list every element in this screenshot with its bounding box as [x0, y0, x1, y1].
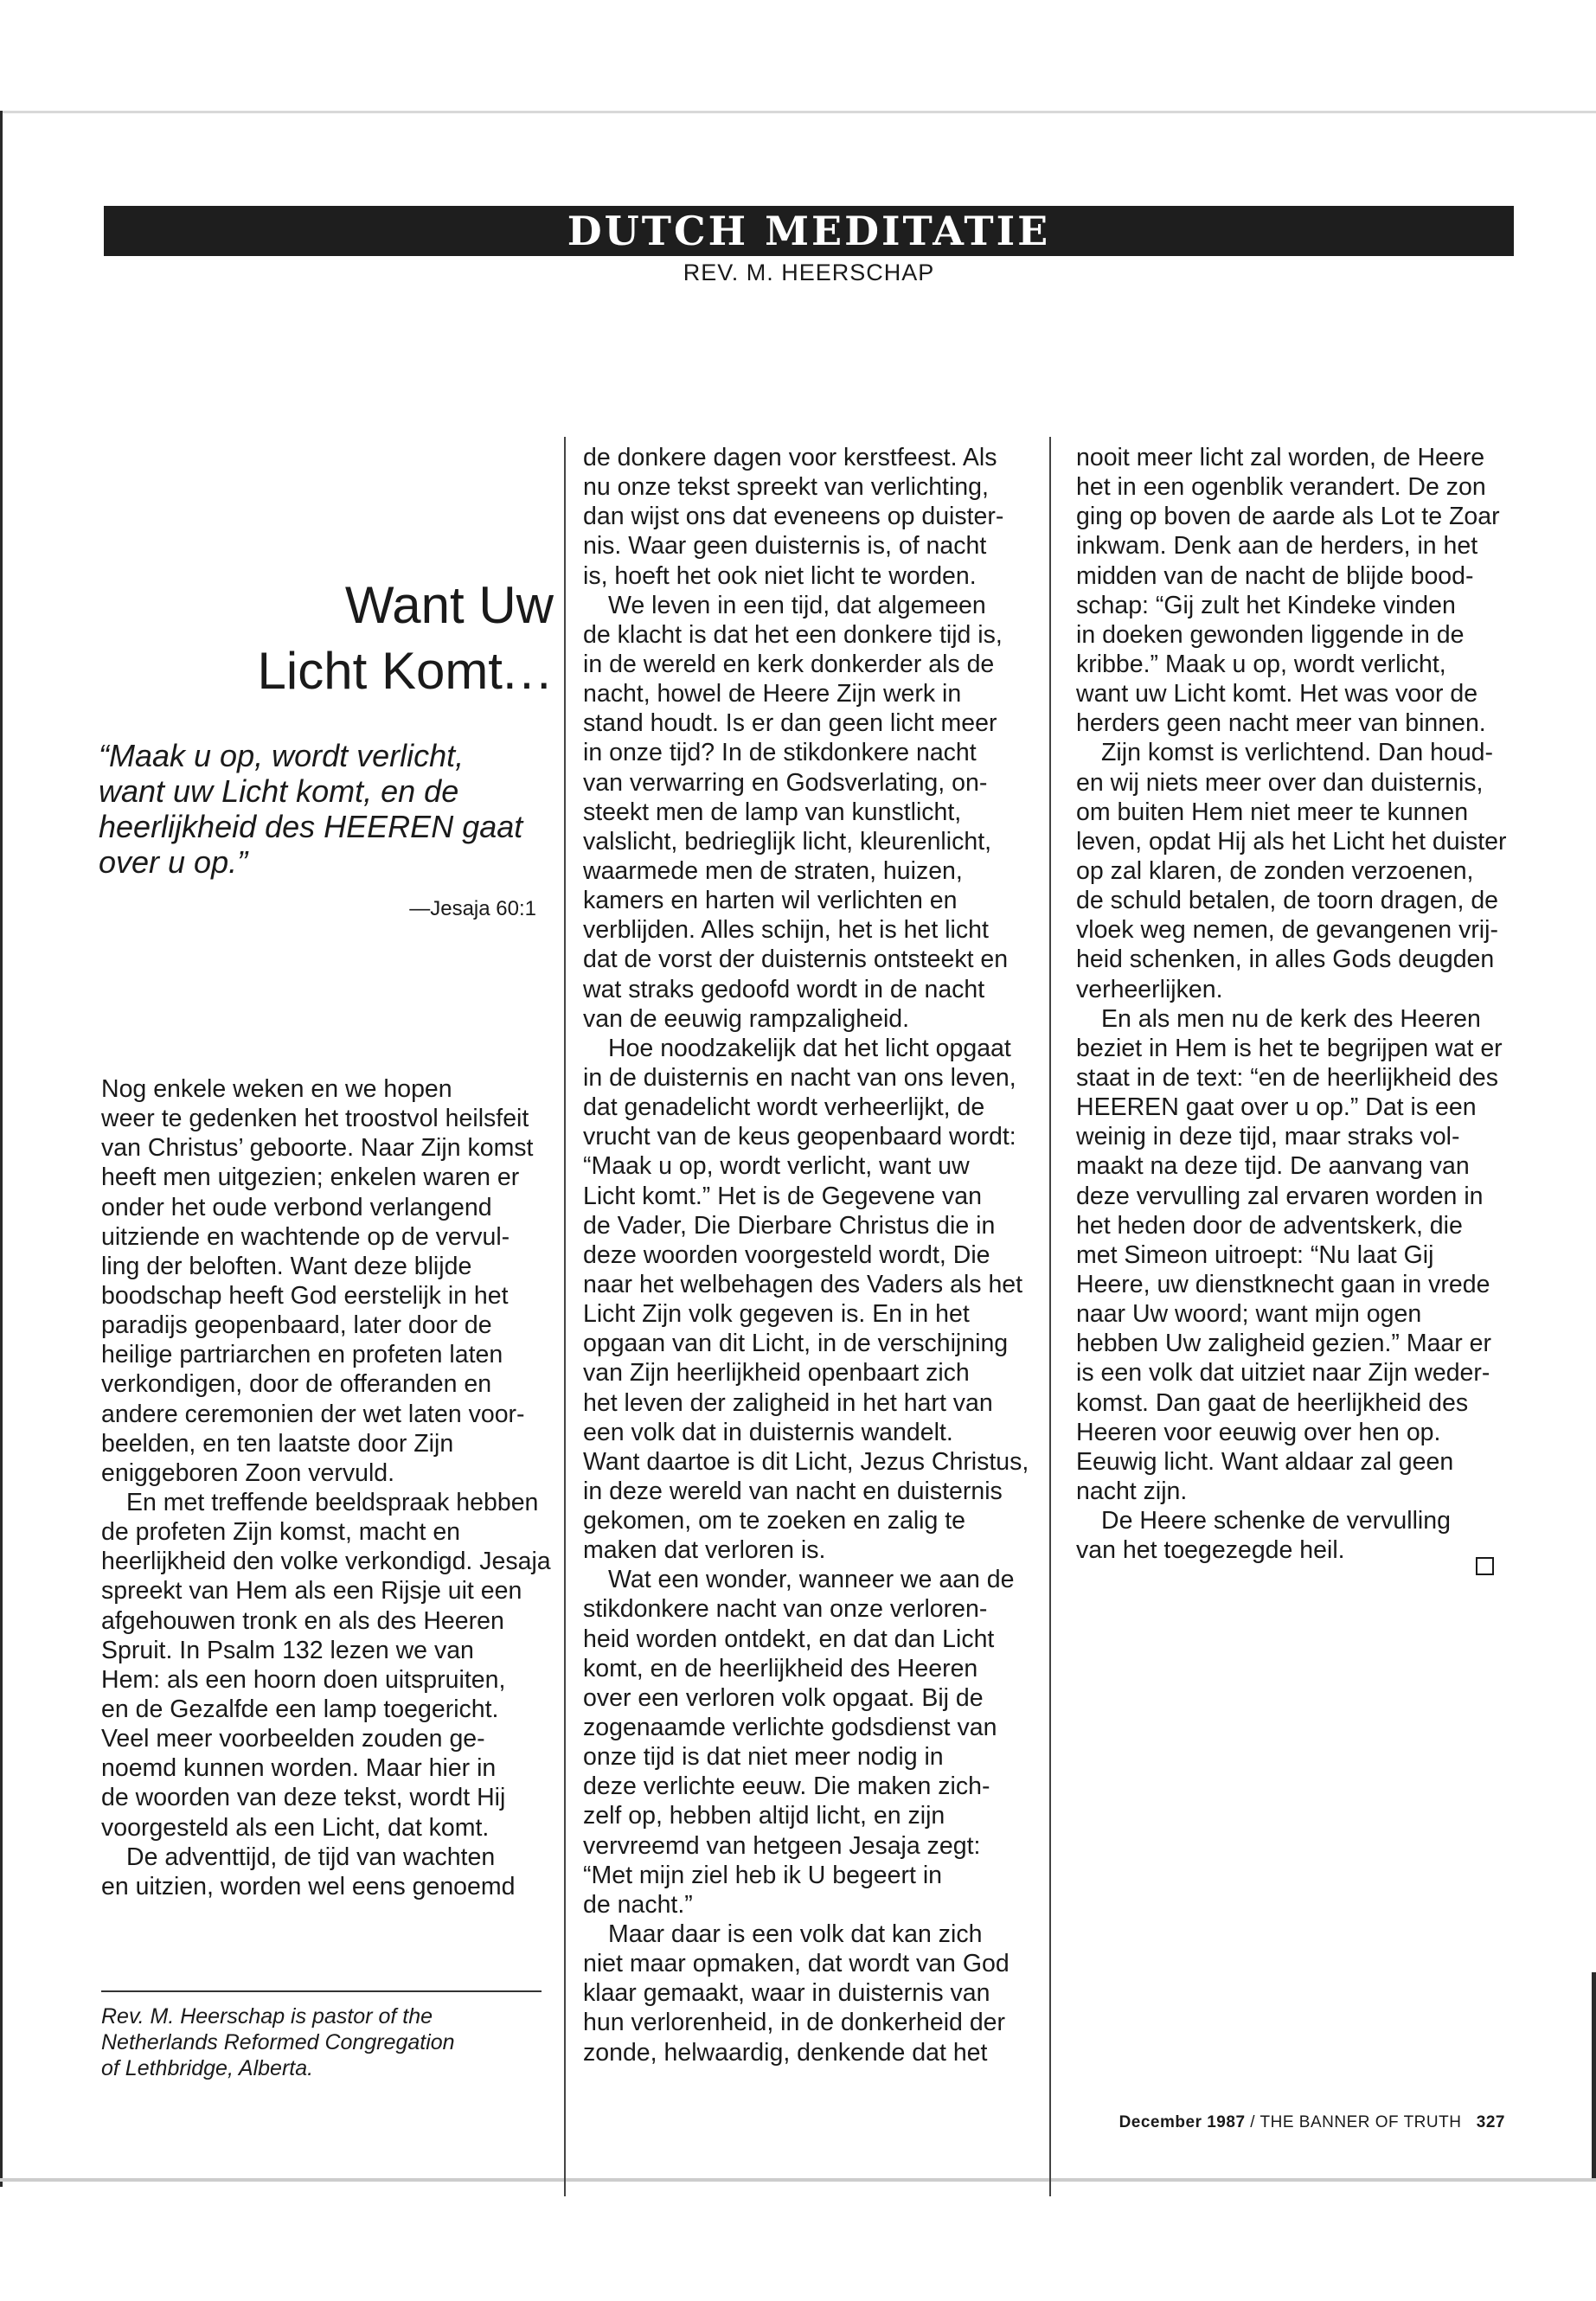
- body-text-line: herders geen nacht meer van binnen.: [1076, 709, 1486, 738]
- body-text-line: is een volk dat uitziet naar Zijn weder-: [1076, 1359, 1490, 1388]
- body-text-line: Hoe noodzakelijk dat het licht opgaat: [608, 1034, 1011, 1062]
- body-text-line: onze tijd is dat niet meer nodig in: [583, 1743, 944, 1772]
- body-text-line: het heden door de adventskerk, die: [1076, 1211, 1463, 1240]
- body-text-line: Eeuwig licht. Want aldaar zal geen: [1076, 1447, 1454, 1476]
- body-text-line: Spruit. In Psalm 132 lezen we van: [101, 1636, 474, 1664]
- body-text-line: komt, en de heerlijkheid des Heeren: [583, 1654, 978, 1682]
- footnote-line: Netherlands Reformed Congregation: [101, 2030, 455, 2054]
- body-text-line: “Maak u op, wordt verlicht, want uw: [583, 1152, 970, 1181]
- body-text-line: van de eeuwig rampzaligheid.: [583, 1004, 910, 1033]
- column-divider: [564, 437, 566, 2196]
- body-text-line: is, hoeft het ook niet licht te worden.: [583, 561, 977, 590]
- body-text-line: deze vervulling zal ervaren worden in: [1076, 1182, 1484, 1210]
- body-text-line: “Met mijn ziel heb ik U begeert in: [583, 1861, 943, 1889]
- body-text-line: heerlijkheid den volke verkondigd. Jesaja: [101, 1548, 551, 1576]
- body-text-line: dat genadelicht wordt verheerlijkt, de: [583, 1093, 985, 1122]
- body-text-line: boodschap heeft God eerstelijk in het: [101, 1281, 509, 1310]
- body-text-line: noemd kunnen worden. Maar hier in: [101, 1754, 497, 1783]
- footer-date: December 1987: [1118, 2113, 1246, 2131]
- end-of-article-square-icon: [1476, 1557, 1494, 1575]
- body-text-line: klaar gemaakt, waar in duisternis van: [583, 1979, 990, 2008]
- body-text-line: voorgesteld als een Licht, dat komt.: [101, 1813, 490, 1842]
- body-text-line: komst. Dan gaat de heerlijkheid des: [1076, 1388, 1469, 1417]
- body-text-line: in deze wereld van nacht en duisternis: [583, 1477, 1003, 1505]
- body-text-line: vervreemd van hetgeen Jesaja zegt:: [583, 1831, 981, 1860]
- body-text-line: nu onze tekst spreekt van verlichting,: [583, 473, 989, 502]
- body-text-line: hun verlorenheid, in de donkerheid der: [583, 2009, 1006, 2037]
- body-text-line: Hem: als een hoorn doen uitspruiten,: [101, 1665, 506, 1694]
- body-text-line: zogenaamde verlichte godsdienst van: [583, 1714, 997, 1742]
- body-text-line: heilige partriarchen en profeten laten: [101, 1341, 503, 1369]
- body-text-line: uitziende en wachtende op de vervul-: [101, 1222, 510, 1251]
- epigraph-quote: [99, 738, 531, 880]
- article-title-line: Want Uw: [344, 576, 554, 634]
- body-text-line: de donkere dagen voor kerstfeest. Als: [583, 444, 997, 471]
- body-text-line: van Zijn heerlijkheid openbaart zich: [583, 1359, 970, 1388]
- body-text-line: de klacht is dat het een donkere tijd is,: [583, 620, 1003, 649]
- body-text-line: wat straks gedoofd wordt in de nacht: [583, 975, 985, 1003]
- body-text-line: het in een ogenblik verandert. De zon: [1076, 473, 1486, 502]
- body-text-line: in de duisternis en nacht van ons leven,: [583, 1063, 1016, 1092]
- body-text-line: in de wereld en kerk donkerder als de: [583, 650, 995, 678]
- page-footer: [1021, 2113, 1505, 2132]
- body-text-line: En met treffende beeldspraak hebben: [126, 1488, 539, 1516]
- body-text-line: de nacht.”: [583, 1890, 693, 1919]
- body-text-line: steekt men de lamp van kunstlicht,: [583, 798, 962, 826]
- body-text-line: heid schenken, in alles Gods deugden: [1076, 945, 1495, 974]
- body-text-line: onder het oude verbond verlangend: [101, 1193, 492, 1221]
- section-banner-title: DUTCH MEDITATIE: [567, 208, 1051, 254]
- body-text-line: Licht Zijn volk gegeven is. En in het: [583, 1300, 970, 1329]
- article-title: [147, 573, 554, 704]
- body-text-line: het leven der zaligheid in het hart van: [583, 1388, 993, 1417]
- body-text-line: nacht zijn.: [1076, 1477, 1188, 1505]
- body-text-line: weinig in deze tijd, maar straks vol-: [1076, 1123, 1460, 1151]
- body-text-line: van het toegezegde heil.: [1076, 1536, 1345, 1565]
- body-text-line: Heere, uw dienstknecht gaan in vrede: [1076, 1270, 1490, 1298]
- article-title-line: Licht Komt...: [257, 642, 554, 700]
- body-text-line: maakt na deze tijd. De aanvang van: [1076, 1152, 1470, 1181]
- body-text-line: eniggeboren Zoon vervuld.: [101, 1458, 395, 1487]
- body-text-line: nacht, howel de Heere Zijn werk in: [583, 680, 962, 708]
- epigraph-line: “Maak u op, wordt verlicht,: [99, 738, 465, 773]
- body-column-3: [1076, 443, 1517, 1565]
- body-text-line: en uitzien, worden wel eens genoemd: [101, 1872, 516, 1900]
- body-text-line: leven, opdat Hij als het Licht het duister: [1076, 827, 1507, 856]
- body-text-line: verblijden. Alles schijn, het is het licht: [583, 916, 989, 945]
- footnote-line: of Lethbridge, Alberta.: [101, 2056, 314, 2080]
- body-text-line: van verwarring en Godsverlating, on-: [583, 768, 988, 797]
- body-text-line: op zal klaren, de zonden verzoenen,: [1076, 856, 1474, 885]
- body-text-line: paradijs geopenbaard, later door de: [101, 1311, 492, 1340]
- body-text-line: en de Gezalfde een lamp toegericht.: [101, 1695, 499, 1723]
- body-text-line: We leven in een tijd, dat algemeen: [608, 591, 986, 619]
- body-text-line: opgaan van dit Licht, in de verschijning: [583, 1330, 1009, 1358]
- body-text-line: en wij niets meer over dan duisternis,: [1076, 768, 1484, 797]
- author-footnote: [101, 2003, 542, 2081]
- body-text-line: waarmede men de straten, huizen,: [583, 856, 963, 885]
- column-divider: [1049, 437, 1051, 2196]
- body-text-line: maken dat verloren is.: [583, 1536, 826, 1565]
- body-text-line: spreekt van Hem als een Rijsje uit een: [101, 1577, 522, 1606]
- body-text-line: naar het welbehagen des Vaders als het: [583, 1270, 1023, 1298]
- body-text-line: stikdonkere nacht van onze verloren-: [583, 1595, 988, 1624]
- body-text-line: vloek weg nemen, de gevangenen vrij-: [1076, 916, 1498, 945]
- body-text-line: over een verloren volk opgaat. Bij de: [583, 1683, 984, 1712]
- page-top-edge: [0, 111, 1596, 113]
- body-text-line: vrucht van de keus geopenbaard wordt:: [583, 1123, 1016, 1151]
- page-bottom-edge: [0, 2178, 1596, 2182]
- body-text-line: ling der beloften. Want deze blijde: [101, 1252, 472, 1280]
- body-text-line: zonde, helwaardig, denkende dat het: [583, 2038, 988, 2067]
- body-text-line: verkondigen, door de offeranden en: [101, 1370, 492, 1399]
- body-text-line: in doeken gewonden liggende in de: [1076, 620, 1465, 649]
- body-text-line: Maar daar is een volk dat kan zich: [608, 1920, 983, 1949]
- body-text-line: De adventtijd, de tijd van wachten: [126, 1843, 496, 1871]
- body-text-line: gekomen, om te zoeken en zalig te: [583, 1507, 966, 1535]
- body-column-1: [101, 1074, 551, 1901]
- body-text-line: HEEREN gaat over u op.” Dat is een: [1076, 1093, 1477, 1122]
- body-text-line: kribbe.” Maak u op, wordt verlicht,: [1076, 650, 1446, 678]
- page-left-edge: [0, 111, 3, 2187]
- epigraph-line: want uw Licht komt, en de: [99, 773, 459, 809]
- body-text-line: want uw Licht komt. Het was voor de: [1076, 680, 1478, 708]
- body-text-line: Zijn komst is verlichtend. Dan houd-: [1101, 739, 1494, 767]
- footnote-line: Rev. M. Heerschap is pastor of the: [101, 2004, 433, 2029]
- body-text-line: afgehouwen tronk en als des Heeren: [101, 1606, 504, 1635]
- body-text-line: deze verlichte eeuw. Die maken zich-: [583, 1772, 990, 1801]
- body-text-line: de Vader, Die Dierbare Christus die in: [583, 1211, 996, 1240]
- body-text-line: in onze tijd? In de stikdonkere nacht: [583, 739, 977, 767]
- body-text-line: Veel meer voorbeelden zouden ge-: [101, 1725, 485, 1753]
- body-text-line: inkwam. Denk aan de herders, in het: [1076, 532, 1478, 561]
- body-text-line: met Simeon uitroept: “Nu laat Gij: [1076, 1240, 1434, 1269]
- body-text-line: Licht komt.” Het is de Gegevene van: [583, 1182, 982, 1210]
- body-text-line: dat de vorst der duisternis ontsteekt en: [583, 945, 1009, 974]
- body-text-line: niet maar opmaken, dat wordt van God: [583, 1950, 1010, 1978]
- body-text-line: Want daartoe is dit Licht, Jezus Christus,: [583, 1447, 1029, 1476]
- body-text-line: beziet in Hem is het te begrijpen wat er: [1076, 1034, 1503, 1062]
- footer-publication: THE BANNER OF TRUTH: [1259, 2113, 1462, 2131]
- body-text-line: kamers en harten wil verlichten en: [583, 887, 958, 915]
- body-text-line: om buiten Hem niet meer te kunnen: [1076, 798, 1469, 826]
- body-text-line: heid worden ontdekt, en dat dan Licht: [583, 1625, 995, 1653]
- page-right-edge: [1592, 1972, 1596, 2180]
- body-text-line: een volk dat in duisternis wandelt.: [583, 1418, 953, 1446]
- body-text-line: hebben Uw zaligheid gezien.” Maar er: [1076, 1330, 1492, 1358]
- body-text-line: weer te gedenken het troostvol heilsfeit: [101, 1105, 529, 1133]
- body-text-line: Nog enkele weken en we hopen: [101, 1075, 452, 1103]
- body-text-line: staat in de text: “en de heerlijkheid des: [1076, 1063, 1498, 1092]
- body-text-line: verheerlijken.: [1076, 975, 1223, 1003]
- epigraph-line: heerlijkheid des HEEREN gaat: [99, 809, 523, 844]
- body-column-2: [583, 443, 1029, 2067]
- body-text-line: naar Uw woord; want mijn ogen: [1076, 1300, 1422, 1329]
- body-text-line: schap: “Gij zult het Kindeke vinden: [1076, 591, 1456, 619]
- body-text-line: deze woorden voorgesteld wordt, Die: [583, 1240, 990, 1269]
- page-number: 327: [1476, 2113, 1505, 2131]
- body-text-line: andere ceremonien der wet laten voor-: [101, 1400, 525, 1428]
- body-text-line: zelf op, hebben altijd licht, en zijn: [583, 1802, 945, 1830]
- body-text-line: De Heere schenke de vervulling: [1101, 1507, 1451, 1535]
- footer-separator: /: [1245, 2113, 1260, 2131]
- body-text-line: nis. Waar geen duisternis is, of nacht: [583, 532, 987, 561]
- body-text-line: valslicht, bedrieglijk licht, kleurenlicht,: [583, 827, 992, 856]
- body-text-line: midden van de nacht de blijde bood-: [1076, 561, 1474, 590]
- epigraph-line: over u op.”: [99, 844, 248, 880]
- epigraph-citation: —Jesaja 60:1: [409, 897, 536, 920]
- body-text-line: de schuld betalen, de toorn dragen, de: [1076, 887, 1499, 915]
- body-text-line: van Christus’ geboorte. Naar Zijn komst: [101, 1134, 534, 1163]
- body-text-line: de profeten Zijn komst, macht en: [101, 1518, 461, 1547]
- body-text-line: de woorden van deze tekst, wordt Hij: [101, 1784, 506, 1812]
- body-text-line: dan wijst ons dat eveneens op duister-: [583, 503, 1004, 531]
- author-byline: REV. M. HEERSCHAP: [683, 260, 935, 285]
- body-text-line: stand houdt. Is er dan geen licht meer: [583, 709, 997, 738]
- body-text-line: heeft men uitgezien; enkelen waren er: [101, 1163, 520, 1192]
- body-text-line: En als men nu de kerk des Heeren: [1101, 1004, 1481, 1033]
- body-text-line: beelden, en ten laatste door Zijn: [101, 1429, 454, 1458]
- body-text-line: ging op boven de aarde als Lot te Zoar: [1076, 503, 1500, 531]
- body-text-line: Heeren voor eeuwig over hen op.: [1076, 1418, 1441, 1446]
- body-text-line: nooit meer licht zal worden, de Heere: [1076, 444, 1485, 471]
- footnote-rule: [101, 1990, 542, 1992]
- section-banner: [104, 206, 1514, 256]
- body-text-line: Wat een wonder, wanneer we aan de: [608, 1566, 1015, 1594]
